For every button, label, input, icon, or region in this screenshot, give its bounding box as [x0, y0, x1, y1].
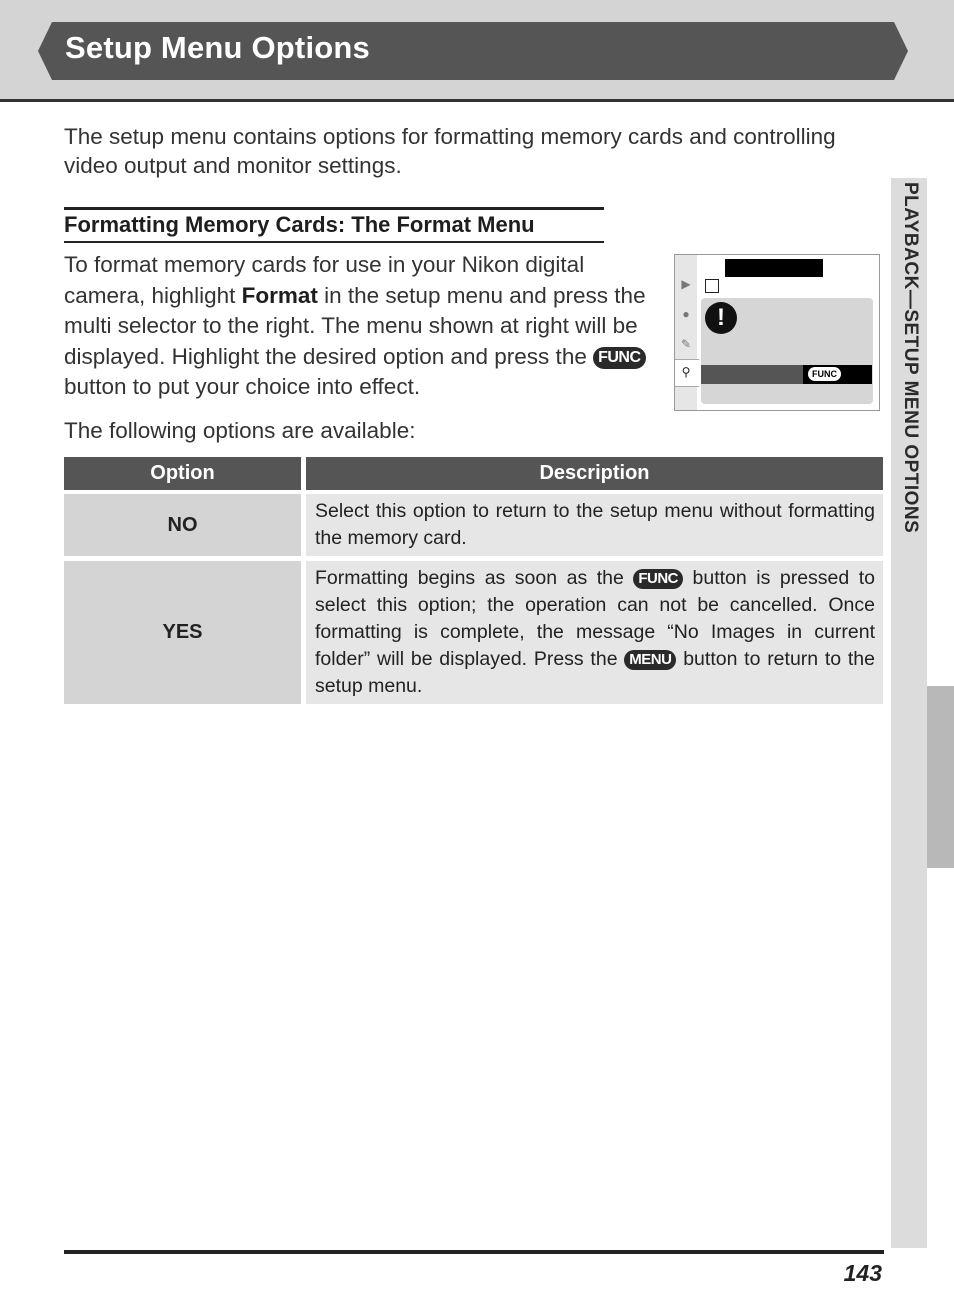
side-tab-label: PLAYBACK—SETUP MENU OPTIONS — [900, 182, 921, 534]
footer-rule — [64, 1250, 884, 1254]
menu-button-icon: MENU — [624, 650, 676, 670]
section-heading-block — [64, 207, 604, 243]
description-yes-text-1: Formatting begins as soon as the — [315, 567, 634, 589]
description-yes — [306, 561, 883, 704]
page-number: 143 — [843, 1260, 882, 1286]
description-yes-text-3: button to return to the setup menu. — [315, 648, 875, 697]
side-tab-marker — [927, 686, 954, 868]
option-no: NO — [64, 494, 301, 556]
pencil-icon: ✎ — [680, 337, 692, 351]
func-button-icon: FUNC — [593, 347, 645, 369]
intro-paragraph: The setup menu contains options for formatting memory cards and controlling video output and monitor settings. — [64, 124, 836, 178]
description-no — [306, 494, 883, 556]
screen-func-icon: FUNC — [808, 367, 841, 381]
instructions-text-2: in the setup menu and press the multi selector to the right. The menu shown at right will be displayed. Highlight the desired option and press the — [64, 282, 646, 369]
format-instructions — [64, 250, 656, 403]
warning-icon: ! — [705, 302, 737, 334]
title-banner — [38, 22, 908, 80]
func-button-icon: FUNC — [633, 569, 683, 589]
camera-icon: ● — [682, 307, 690, 321]
table-header-option: Option — [64, 457, 301, 490]
playback-icon: ▶ — [681, 277, 691, 291]
format-keyword: Format — [241, 282, 318, 308]
table-header-description: Description — [306, 457, 883, 490]
section-rule-bottom — [64, 241, 604, 243]
instructions-text-3: button to put your choice into effect. — [64, 374, 421, 399]
description-yes-text-2: button is pressed to select this option; the operation can not be cancelled. Once formatting is complete, the message “No Images in current folder” will be displayed. Press the — [315, 567, 876, 670]
section-heading: Formatting Memory Cards: The Format Menu — [64, 212, 535, 237]
screen-title-bar — [725, 259, 823, 277]
page-title: Setup Menu Options — [65, 30, 370, 65]
option-yes: YES — [64, 561, 301, 704]
memory-card-icon — [705, 279, 719, 293]
wrench-icon: ⚲ — [681, 365, 691, 379]
description-no-text: Select this option to return to the setup menu without formatting the memory card. — [315, 500, 875, 549]
instructions-text-1: To format memory cards for use in your Nikon digital camera, highlight — [64, 252, 585, 308]
camera-screen-illustration — [674, 254, 880, 411]
header-rule — [0, 99, 954, 102]
options-intro: The following options are available: — [64, 418, 416, 443]
